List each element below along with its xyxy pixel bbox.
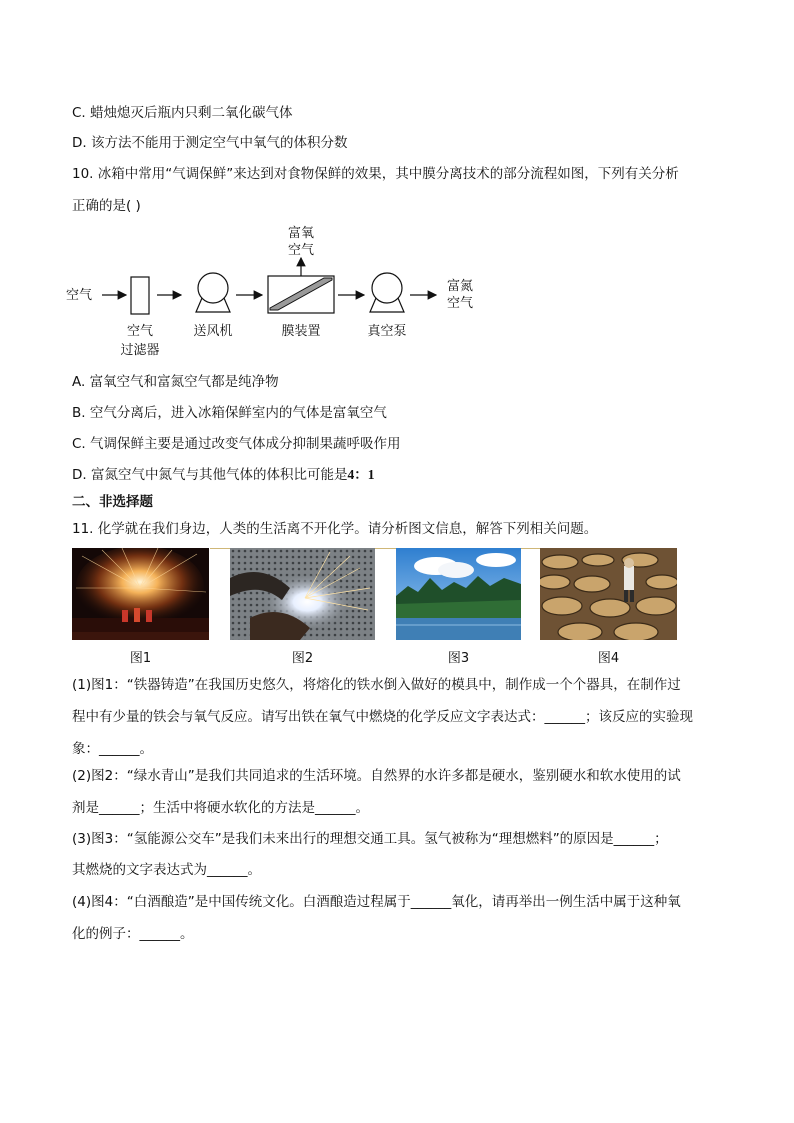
q11-stem: 11. 化学就在我们身边，人类的生活离不开化学。请分析图文信息，解答下列相关问题。 (72, 521, 598, 537)
q10-option-a: A. 富氧空气和富氮空气都是纯净物 (72, 374, 279, 390)
q11-part2-line2: 剂是______；生活中将硬水软化的方法是______。 (72, 800, 369, 816)
q11-part3-line1: (3)图3：“氢能源公交车”是我们未来出行的理想交通工具。氢气被称为“理想燃料”的原因是______； (72, 831, 668, 847)
membrane-separation-flow-diagram (66, 222, 486, 362)
figure1-iron-casting-photo (72, 548, 209, 640)
q10-option-c: C. 气调保鲜主要是通过改变气体成分抑制果蔬呼吸作用 (72, 436, 401, 452)
label-oxygen-rich-line1: 富氧 (287, 226, 314, 241)
label-blower: 送风机 (193, 324, 233, 339)
q9-option-c: C. 蜡烛熄灭后瓶内只剩二氧化碳气体 (72, 105, 293, 121)
figure4-caption: 图4 (597, 651, 620, 666)
air-filter-box (131, 277, 149, 314)
q9-option-d: D. 该方法不能用于测定空气中氧气的体积分数 (72, 135, 348, 151)
label-membrane-device: 膜装置 (281, 324, 321, 339)
figure1-caption: 图1 (129, 651, 152, 666)
figure2-welding-photo (230, 548, 375, 640)
figure3-caption: 图3 (447, 651, 470, 666)
label-nitrogen-rich-line2: 空气 (446, 296, 473, 311)
label-nitrogen-rich-line1: 富氮 (446, 279, 473, 294)
q11-part4-line2: 化的例子：______。 (72, 926, 194, 942)
figure2-caption: 图2 (291, 651, 314, 666)
figure3-green-landscape-photo (396, 548, 521, 640)
q11-part1-line2: 程中有少量的铁会与氧气反应。请写出铁在氧气中燃烧的化学反应文字表达式：______；该反应的实验现 (72, 709, 693, 725)
vacuum-pump-symbol (372, 273, 402, 303)
blower-symbol (198, 273, 228, 303)
label-air-input: 空气 (66, 288, 93, 303)
label-filter-line2: 过滤器 (120, 343, 160, 358)
q11-part1-line3: 象：______。 (72, 741, 153, 757)
q11-part1-line1: (1)图1：“铁器铸造”在我国历史悠久，将熔化的铁水倒入做好的模具中，制作成一个个器具，在制作过 (72, 677, 681, 693)
section-heading: 二、非选择题 (72, 494, 153, 510)
q11-part2-line1: (2)图2：“绿水青山”是我们共同追求的生活环境。自然界的水许多都是硬水，鉴别硬水和软水使用的试 (72, 768, 681, 784)
q11-part4-line1: (4)图4：“白酒酿造”是中国传统文化。白酒酿造过程属于______氧化，请再举出一例生活中属于这种氧 (72, 894, 681, 910)
figure4-liquor-brewing-photo (540, 548, 677, 640)
label-vacuum-pump: 真空泵 (367, 324, 407, 339)
q10-option-b: B. 空气分离后，进入冰箱保鲜室内的气体是富氧空气 (72, 405, 387, 421)
label-filter-line1: 空气 (126, 324, 153, 339)
q10-stem-line2: 正确的是( ) (72, 198, 141, 214)
label-oxygen-rich-line2: 空气 (287, 243, 314, 258)
q10-option-d-text: D. 富氮空气中氮气与其他气体的体积比可能是 (72, 467, 348, 483)
q10-option-d (72, 466, 374, 484)
q11-part3-line2: 其燃烧的文字表达式为______。 (72, 862, 261, 878)
q10-stem-line1: 10. 冰箱中常用“气调保鲜”来达到对食物保鲜的效果，其中膜分离技术的部分流程如图，下列有关分析 (72, 166, 679, 182)
q10-option-d-ratio: 4：1 (347, 467, 375, 482)
flow-diagram-graphics (66, 222, 486, 362)
